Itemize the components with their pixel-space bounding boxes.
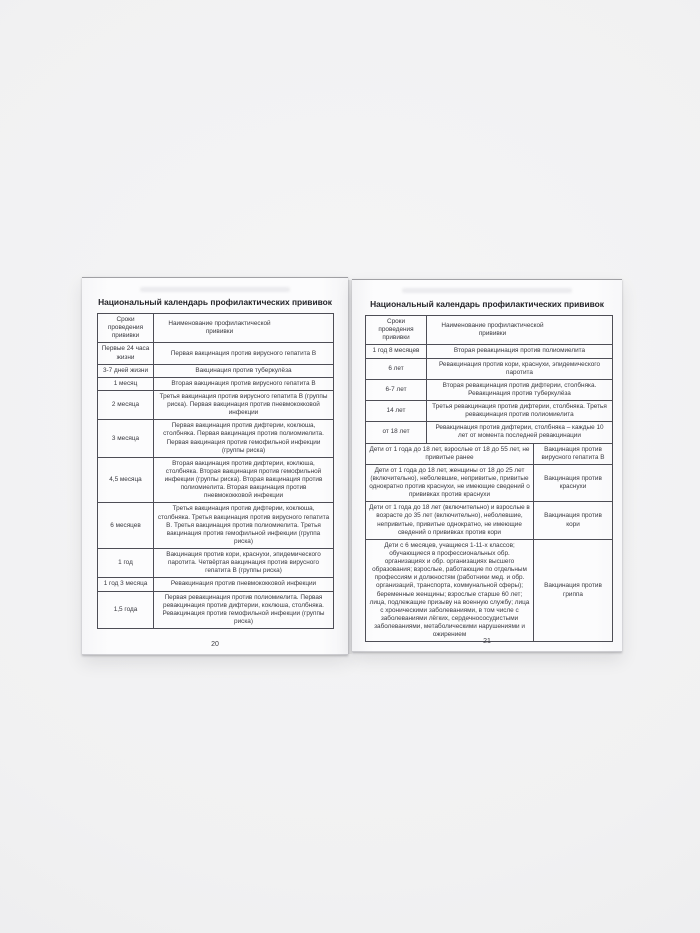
showthrough-ghost [402,288,572,293]
vaccine-cell: Вторая вакцинация против дифтерии, коклюша, столбняка. Вторая вакцинация против гемофильной инфекции (группы риска). Вторая вакцинация против полиомиелита. Вторая вакцинация против пневмококковой инфекции [153,458,333,503]
vaccine-cell: Вторая ревакцинация против полиомиелита [426,345,612,357]
vaccine-cell: Первая ревакцинация против полиомиелита. Первая ревакцинация против дифтерии, коклюша, столбняка. Ревакцинация против гемофильной инфекции (группы риска) [153,592,333,629]
table-row [366,379,612,400]
page-number: 20 [211,641,219,648]
table-row [366,358,612,379]
vaccine-cell: Третья вакцинация против вирусного гепатита В (группы риска). Первая вакцинация против пневмококковой инфекции [153,391,333,419]
vaccination-table [97,313,334,629]
group-cell: Дети от 1 года до 18 лет, взрослые от 18 до 55 лет, не привитые ранее [369,445,530,461]
term-cell: 1 месяц [113,379,138,387]
term-cell: Первые 24 часа жизни [101,345,150,361]
table-header-row [366,316,612,344]
header-cell-term: Сроки проведения прививки [107,316,144,340]
term-cell: 6-7 лет [385,385,407,393]
group-cell: Дети от 1 года до 18 лет, женщины от 18 до 25 лет (включительно), неболевшие, непривитые, привитые однократно против краснухи, не имеющие сведений о прививках против краснухи [369,466,530,499]
term-cell: 6 месяцев [110,521,141,529]
term-cell: 1 год [118,559,133,567]
page-title: Национальный календарь профилактических прививок [98,297,332,307]
vaccine-cell: Ревакцинация против дифтерии, столбняка – каждые 10 лет от момента последней ревакцинации [426,422,612,442]
vaccine-cell: Вакцинация против гриппа [533,540,612,642]
table-row [98,591,333,629]
showthrough-ghost [140,287,290,292]
table-row-group [366,464,612,502]
table-row [366,400,612,421]
left-page [82,277,348,655]
header-cell-term: Сроки проведения прививки [378,318,414,342]
table-header-row [98,314,333,342]
page-number: 21 [483,638,491,645]
table-row [366,344,612,357]
table-row [98,390,333,419]
table-row [98,548,333,577]
term-cell: 2 месяца [111,401,140,409]
vaccine-cell: Первая вакцинация против дифтерии, коклюша, столбняка. Первая вакцинация против полиомиелита. Первая вакцинация против гемофильной инфекции (группы риска) [153,420,333,457]
table-row-group [366,443,612,464]
table-row [98,457,333,503]
group-cell: Дети с 6 месяцев, учащиеся 1-11-х классов; обучающиеся в профессиональных обр. организациях и обр. организациях высшего образования; взрослые, работающие по отдельным профессиям и должностям (работники мед. и обр. организаций, транспорта, коммунальной сферы); беременные женщины; взрослые старше 60 лет; лица, подлежащие призыву на военную службу; лица с хроническими заболеваниями, в том числе с заболеваниями лёгких, сердечнососудистыми заболеваниями, метаболическими нарушениями и ожирением [369,541,530,639]
table-row [98,342,333,363]
vaccine-cell: Первая вакцинация против вирусного гепатита В [153,343,333,363]
vaccine-cell: Вторая ревакцинация против дифтерии, столбняка. Ревакцинация против туберкулёза [426,380,612,400]
term-cell: 1,5 года [113,605,138,613]
term-cell: 6 лет [388,364,404,372]
term-cell: от 18 лет [382,428,410,436]
table-row [366,421,612,442]
table-row [98,377,333,390]
term-cell: 1 год 3 месяца [103,580,148,588]
page-title: Национальный календарь профилактических прививок [370,299,604,309]
vaccine-cell: Вакцинация против кори, краснухи, эпидемического паротита. Четвёртая вакцинация против вирусного гепатита В (группы риска) [153,549,333,577]
vaccine-cell: Вакцинация против краснухи [533,465,612,502]
header-cell-name: Наименование профилактической прививки [153,314,333,342]
term-cell: 1 год 8 месяцев [372,347,420,355]
term-cell: 4,5 месяца [109,476,142,484]
term-cell: 3 месяца [111,434,140,442]
vaccine-cell: Вакцинация против туберкулёза [153,365,333,377]
term-cell: 14 лет [386,407,406,415]
table-row [98,502,333,548]
header-cell-name: Наименование профилактической прививки [426,316,612,344]
vaccine-cell: Третья ревакцинация против дифтерии, столбняка. Третья ревакцинация против полиомиелита [426,401,612,421]
table-row [98,364,333,377]
table-row [98,419,333,457]
table-row-group [366,501,612,539]
vaccine-cell: Вторая вакцинация против вирусного гепатита В [153,378,333,390]
vaccine-cell: Вакцинация против кори [533,502,612,539]
vaccine-cell: Ревакцинация против кори, краснухи, эпидемического паротита [426,359,612,379]
vaccine-cell: Третья вакцинация против дифтерии, коклюша, столбняка. Третья вакцинация против вирусного гепатита В. Третья вакцинация против полиомиелита. Третья вакцинация против гемофильной инфекции (группа риска) [153,503,333,548]
table-row-group [366,539,612,642]
table-row [98,577,333,590]
group-cell: Дети от 1 года до 18 лет (включительно) и взрослые в возрасте до 35 лет (включительно), неболевшие, непривитые, привитые однократно, не имеющие сведений о прививках против кори [369,504,530,536]
vaccine-cell: Вакцинация против вирусного гепатита В [533,444,612,464]
term-cell: 3-7 дней жизни [102,366,149,374]
vaccination-table [365,315,613,642]
open-booklet [82,277,622,657]
vaccine-cell: Ревакцинация против пневмококковой инфекции [153,578,333,590]
right-page [352,279,622,652]
